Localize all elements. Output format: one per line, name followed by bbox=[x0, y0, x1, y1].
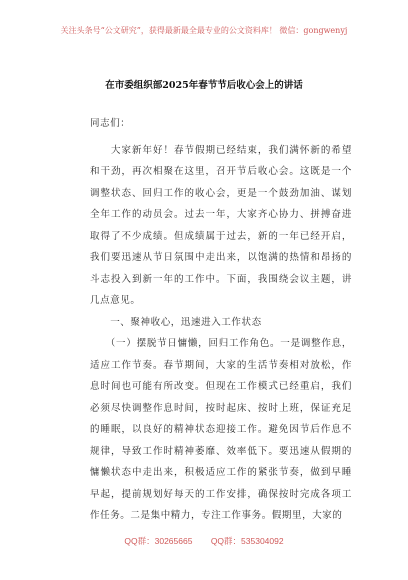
salutation: 同志们： bbox=[90, 118, 131, 129]
document-body bbox=[90, 113, 352, 527]
qq-group-2: QQ群：535304092 bbox=[210, 536, 284, 546]
header-notice: 关注头条号“公文研究”，获得最新最全最专业的公文资料库！ 微信：gongwenyj bbox=[60, 26, 348, 35]
paragraph: （一）摆脱节日慵懒，回归工作角色。一是调整作息，适应工作节奏。春节期间，大家的生活节奏相对放松，作息时间也可能有所改变。但现在工作模式已经重启，我们必须尽快调整作息时间，按时起床、按时上班，保证充足的睡眠，以良好的精神状态迎接工作。避免因节后作息不规律，导致工作时精神萎靡、效率低下。要迅速从假期的慵懒状态中走出来，积极适应工作的紧张节奏，做到早睡早起，提前规划好每天的工作安排，确保按时完成各项工作任务。二是集中精力，专注工作事务。假期里，大家的 bbox=[90, 338, 352, 521]
paragraph: 大家新年好！春节假期已经结束，我们满怀新的希望和干劲，再次相聚在这里，召开节后收心会。这既是一个调整状态、回归工作的收心会，更是一个鼓劲加油、谋划全年工作的动员会。过去一年，大家齐心协力、拼搏奋进取得了不少成绩。但成绩属于过去，新的一年已经开启，我们要迅速从节日氛围中走出来，以饱满的热情和昂扬的斗志投入到新一年的工作中。下面，我围绕会议主题，讲几点意见。 bbox=[90, 144, 352, 306]
qq-group-1: QQ群：30265665 bbox=[124, 536, 193, 546]
document-title: 在市委组织部2025年春节节后收心会上的讲话 bbox=[105, 80, 303, 91]
footer-contact bbox=[0, 535, 408, 547]
section-heading: 一、聚神收心，迅速进入工作状态 bbox=[90, 316, 262, 328]
